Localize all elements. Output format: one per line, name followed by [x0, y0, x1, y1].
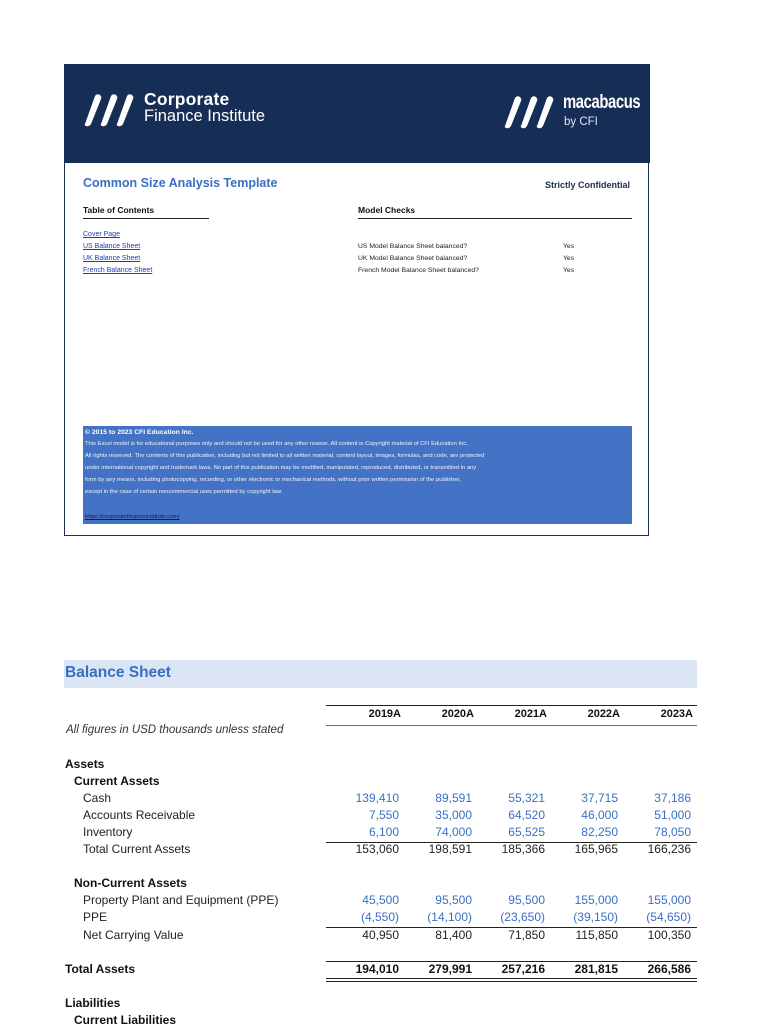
cell-total-assets-2019[interactable]: 194,010 — [355, 962, 399, 976]
cell-ppe-2022[interactable]: 155,000 — [574, 893, 618, 907]
cell-ar-2022[interactable]: 46,000 — [581, 808, 618, 822]
year-header: 2021A — [514, 708, 547, 720]
partner-subtitle: by CFI — [564, 116, 598, 128]
cell-ncv-2020[interactable]: 81,400 — [435, 928, 472, 942]
copyright-line: form by any means, including photocopying, recording, or other electronic or mechanical methods, without prior written permission of the publisher, — [85, 477, 461, 483]
cell-total-assets-2021[interactable]: 257,216 — [501, 962, 545, 976]
cell-tca-2021[interactable]: 185,366 — [501, 842, 545, 856]
check-value-us: Yes — [563, 243, 575, 250]
cfi-logo-icon — [82, 93, 136, 127]
confidential-label: Strictly Confidential — [544, 180, 630, 190]
cell-ar-2020[interactable]: 35,000 — [435, 808, 472, 822]
partner-name: macabacus — [563, 92, 641, 113]
cell-cash-2019[interactable]: 139,410 — [355, 791, 399, 805]
toc-heading: Table of Contents — [83, 205, 209, 219]
cell-total-assets-2020[interactable]: 279,991 — [428, 962, 472, 976]
cell-total-assets-2022[interactable]: 281,815 — [574, 962, 618, 976]
brand-banner — [65, 64, 650, 163]
check-label-uk: UK Model Balance Sheet balanced? — [358, 255, 468, 262]
cell-ppe-dep-2021[interactable]: (23,650) — [500, 910, 545, 924]
cell-cash-2022[interactable]: 37,715 — [581, 791, 618, 805]
copyright-line: under international copyright and trademark laws. No part of this publication may be modified, manipulated, reproduced, distributed, or transmitted in any — [85, 465, 477, 471]
cell-ppe-dep-2022[interactable]: (39,150) — [573, 910, 618, 924]
section-title: Balance Sheet — [65, 664, 171, 681]
copyright-line: All rights reserved. The contents of this publication, including but not limited to all written material, content layout, images, formulas, and code, are protected — [85, 453, 485, 459]
check-value-french: Yes — [563, 267, 575, 274]
cell-inventory-2022[interactable]: 82,250 — [581, 825, 618, 839]
website-link[interactable]: https://corporatefinanceinstitute.com/ — [85, 514, 180, 520]
non-current-assets-heading: Non-Current Assets — [74, 876, 187, 890]
toc-link-cover-page[interactable]: Cover Page — [83, 231, 120, 238]
document-title: Common Size Analysis Template — [83, 176, 278, 190]
check-value-uk: Yes — [563, 255, 575, 262]
cell-ppe-dep-2019[interactable]: (4,550) — [360, 910, 399, 924]
row-label-ppe: Property Plant and Equipment (PPE) — [83, 893, 279, 907]
cell-ppe-2020[interactable]: 95,500 — [435, 893, 472, 907]
cover-page — [64, 64, 649, 536]
cell-ar-2021[interactable]: 64,520 — [508, 808, 545, 822]
grand-total-double-rule — [326, 978, 697, 982]
cell-ppe-2023[interactable]: 155,000 — [647, 893, 691, 907]
brand-name-line2: Finance Institute — [144, 107, 266, 125]
cell-total-assets-2023[interactable]: 266,586 — [647, 962, 691, 976]
cell-ncv-2022[interactable]: 115,850 — [575, 928, 618, 942]
cell-ncv-2021[interactable]: 71,850 — [508, 928, 545, 942]
cell-inventory-2021[interactable]: 65,525 — [508, 825, 545, 839]
cell-tca-2019[interactable]: 153,060 — [355, 842, 399, 856]
cell-ncv-2019[interactable]: 40,950 — [362, 928, 399, 942]
row-label-accounts-receivable: Accounts Receivable — [83, 808, 196, 822]
section-header-band — [64, 660, 697, 688]
cell-cash-2023[interactable]: 37,186 — [654, 791, 691, 805]
row-label-ppe-depreciation: PPE — [83, 910, 108, 924]
row-label-total-assets: Total Assets — [65, 962, 136, 976]
toc-link-us-balance-sheet[interactable]: US Balance Sheet — [83, 243, 141, 250]
liabilities-heading: Liabilities — [65, 996, 121, 1010]
row-label-cash: Cash — [83, 791, 112, 805]
cell-ppe-dep-2020[interactable]: (14,100) — [427, 910, 472, 924]
cell-ppe-2019[interactable]: 45,500 — [362, 893, 399, 907]
cell-tca-2023[interactable]: 166,236 — [647, 842, 691, 856]
year-header: 2020A — [441, 708, 474, 720]
cell-ppe-2021[interactable]: 95,500 — [508, 893, 545, 907]
units-note: All figures in USD thousands unless stated — [66, 724, 284, 736]
cell-cash-2021[interactable]: 55,321 — [508, 791, 545, 805]
toc-link-uk-balance-sheet[interactable]: UK Balance Sheet — [83, 255, 141, 262]
cell-cash-2020[interactable]: 89,591 — [435, 791, 472, 805]
cell-ar-2023[interactable]: 51,000 — [654, 808, 691, 822]
current-liabilities-heading: Current Liabilities — [74, 1013, 177, 1027]
year-header: 2022A — [587, 708, 620, 720]
copyright-line: except in the case of certain noncommercial uses permitted by copyright law. — [85, 489, 283, 495]
cell-tca-2022[interactable]: 165,965 — [574, 842, 618, 856]
year-header: 2019A — [368, 708, 401, 720]
macabacus-logo-icon — [502, 95, 556, 129]
cell-tca-2020[interactable]: 198,591 — [428, 842, 472, 856]
assets-heading: Assets — [65, 757, 105, 771]
cell-inventory-2019[interactable]: 6,100 — [368, 825, 399, 839]
cell-inventory-2023[interactable]: 78,050 — [654, 825, 691, 839]
toc-link-french-balance-sheet[interactable]: French Balance Sheet — [83, 267, 153, 274]
copyright-line: This Excel model is for educational purposes only and should not be used for any other reason. All content is Copyright material of CFI Education Inc. — [85, 441, 468, 447]
row-label-total-current-assets: Total Current Assets — [83, 842, 191, 856]
copyright-title: © 2015 to 2023 CFI Education Inc. — [85, 429, 194, 436]
model-checks-heading: Model Checks — [358, 205, 632, 219]
brand-name-line1: Corporate — [144, 89, 230, 109]
cell-inventory-2020[interactable]: 74,000 — [435, 825, 472, 839]
year-header-row — [326, 705, 697, 726]
cell-ppe-dep-2023[interactable]: (54,650) — [646, 910, 691, 924]
cell-ncv-2023[interactable]: 100,350 — [647, 928, 691, 942]
year-header: 2023A — [660, 708, 693, 720]
row-label-net-carrying-value: Net Carrying Value — [83, 928, 184, 942]
current-assets-heading: Current Assets — [74, 774, 160, 788]
row-label-inventory: Inventory — [83, 825, 133, 839]
cell-ar-2019[interactable]: 7,550 — [368, 808, 399, 822]
copyright-notice — [83, 426, 632, 524]
check-label-french: French Model Balance Sheet balanced? — [358, 267, 479, 274]
check-label-us: US Model Balance Sheet balanced? — [358, 243, 468, 250]
